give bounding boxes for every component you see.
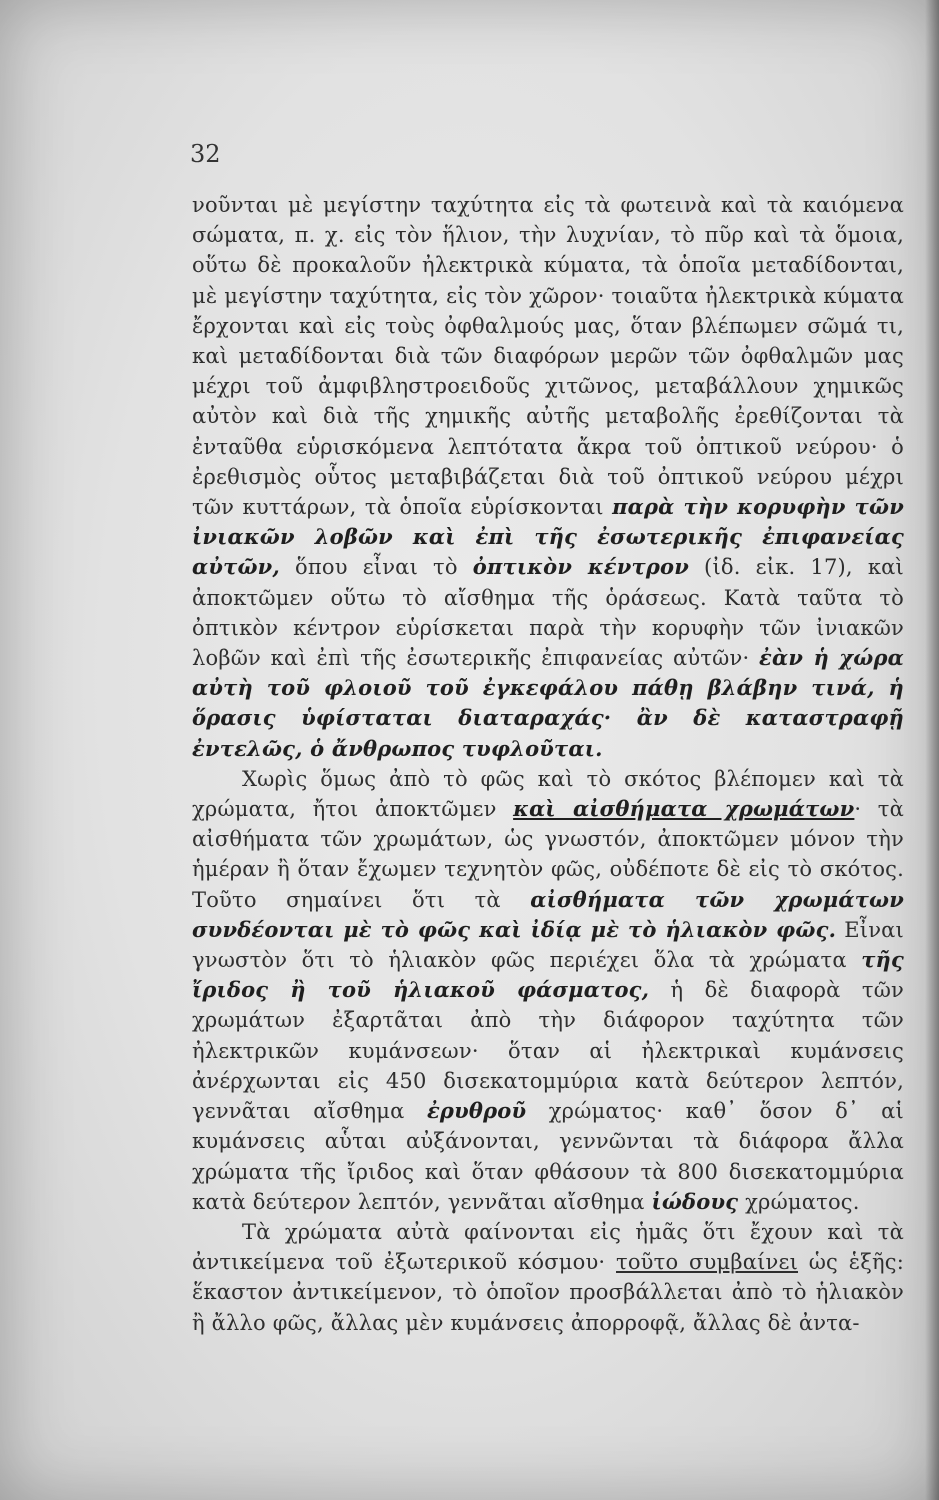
text-run: χρώματος. — [738, 1189, 860, 1214]
body-text — [192, 190, 904, 1338]
underlined-text: τοῦτο συμβαίνει — [616, 1250, 799, 1275]
page-number: 32 — [190, 140, 221, 168]
text-run: Εἶναι γνωστὸν ὅτι τὸ ἡλιακὸν φῶς περιέχει ὅλα τὰ χρώματα — [192, 917, 904, 973]
emphasis-text: τῆς ἴριδος ἢ τοῦ ἡλιακοῦ φάσματος, — [192, 947, 904, 1003]
emphasis-text: παρὰ τὴν κορυφὴν τῶν ἰνιακῶν λοβῶν καὶ ἐπὶ τῆς ἐσωτερικῆς ἐπιφανείας αὐτῶν, — [192, 494, 904, 580]
emphasis-text: καὶ αἰσθήματα χρωμάτων — [513, 796, 855, 822]
emphasis-text: ἰώδους — [651, 1188, 739, 1214]
page-edge-shadow — [925, 0, 939, 1500]
emphasis-text: ὀπτικὸν κέντρον — [472, 554, 689, 580]
text-run: · τὰ αἰσθήματα τῶν χρωμάτων, ὡς γνωστόν, ἀποκτῶμεν μόνον τὴν ἡμέραν ἢ ὅταν ἔχωμεν τεχνητὸν φῶς, οὐδέποτε δὲ εἰς τὸ σκότος. Τοῦτο σημαίνει ὅτι τὰ — [192, 797, 905, 912]
paragraph-2 — [192, 764, 904, 1217]
text-run: Χωρὶς ὅμως ἀπὸ τὸ φῶς καὶ τὸ σκότος βλέπομεν καὶ τὰ χρώματα, ἤτοι ἀποκτῶμεν — [192, 766, 904, 822]
text-run: χρώματος· καθ᾽ ὅσον δ᾽ αἱ κυμάνσεις αὗται αὐξάνονται, γεννῶνται τὰ διάφορα ἄλλα χρώματα τῆς ἴριδος καὶ ὅταν φθάσουν τὰ 800 δισεκατομμύρια κατὰ δεύτερον λεπτόν, γεννᾶται αἴσθημα — [192, 1099, 904, 1214]
emphasis-text: ἐρυθροῦ — [426, 1098, 527, 1124]
text-run: νοῦνται μὲ μεγίστην ταχύτητα εἰς τὰ φωτεινὰ καὶ τὰ καιόμενα σώματα, π. χ. εἰς τὸν ἥλιον, τὴν λυχνίαν, τὸ πῦρ καὶ τὰ ὅμοια, οὕτω δὲ προκαλοῦν ἠλεκτρικὰ κύματα, τὰ ὁποῖα μεταδίδονται, μὲ μεγίστην ταχύτητα, εἰς τὸν χῶρον· τοιαῦτα ἠλεκτρικὰ κύματα ἔρχονται καὶ εἰς τοὺς ὀφθαλμούς μας, ὅταν βλέπωμεν σῶμά τι, καὶ μεταδίδονται διὰ τῶν διαφόρων μερῶν τῶν ὀφθαλμῶν μας μέχρι τοῦ ἀμφιβληστροειδοῦς χιτῶνος, μεταβάλλουν χημικῶς αὐτὸν καὶ διὰ τῆς χημικῆς αὐτῆς μεταβολῆς ἐρεθίζονται τὰ ἐνταῦθα εὑρισκόμενα λεπτότατα ἄκρα τοῦ ὀπτικοῦ νεύρου· ὁ ἐρεθισμὸς οὗτος μεταβιβάζεται διὰ τοῦ ὀπτικοῦ νεύρου μέχρι τῶν κυττάρων, τὰ ὁποῖα εὑρίσκονται — [192, 193, 904, 520]
text-run: ἡ δὲ διαφορὰ τῶν χρωμάτων ἐξαρτᾶται ἀπὸ τὴν διάφορον ταχύτητα τῶν ἠλεκτρικῶν κυμάνσεων· ὅταν αἱ ἠλεκτρικαὶ κυμάνσεις ἀνέρχωνται εἰς 450 δισεκατομμύρια κατὰ δεύτερον λεπτόν, γεννᾶται αἴσθημα — [192, 978, 904, 1124]
text-run: Τὰ χρώματα αὐτὰ φαίνονται εἰς ἡμᾶς ὅτι ἔχουν καὶ τὰ ἀντικείμενα τοῦ ἐξωτερικοῦ κόσμου· — [192, 1219, 904, 1275]
text-run: ὡς ἑξῆς: ἕκαστον ἀντικείμενον, τὸ ὁποῖον προσβάλλεται ἀπὸ τὸ ἡλιακὸν ἢ ἄλλο φῶς, ἄλλας μὲν κυμάνσεις ἀπορροφᾷ, ἄλλας δὲ ἀντα- — [192, 1250, 904, 1335]
paragraph-3 — [192, 1217, 904, 1338]
emphasis-text: ἐὰν ἡ χώρα αὐτὴ τοῦ φλοιοῦ τοῦ ἐγκεφάλου πάθῃ βλάβην τινά, ἡ ὅρασις ὑφίσταται διαταραχάς· ἂν δὲ καταστραφῇ ἐντελῶς, ὁ ἄνθρωπος τυφλοῦται. — [192, 645, 904, 761]
paragraph-1 — [192, 190, 904, 764]
text-run: (ἰδ. εἰκ. 17), καὶ ἀποκτῶμεν οὕτω τὸ αἴσθημα τῆς ὁράσεως. Κατὰ ταῦτα τὸ ὀπτικὸν κέντρον εὑρίσκεται παρὰ τὴν κορυφὴν τῶν ἰνιακῶν λοβῶν καὶ ἐπὶ τῆς ἐσωτερικῆς ἐπιφανείας αὐτῶν· — [192, 555, 904, 671]
text-run: ὅπου εἶναι τὸ — [279, 555, 473, 580]
emphasis-text: αἰσθήματα τῶν χρωμάτων συνδέονται μὲ τὸ φῶς καὶ ἰδίᾳ μὲ τὸ ἡλιακὸν φῶς. — [192, 886, 904, 942]
